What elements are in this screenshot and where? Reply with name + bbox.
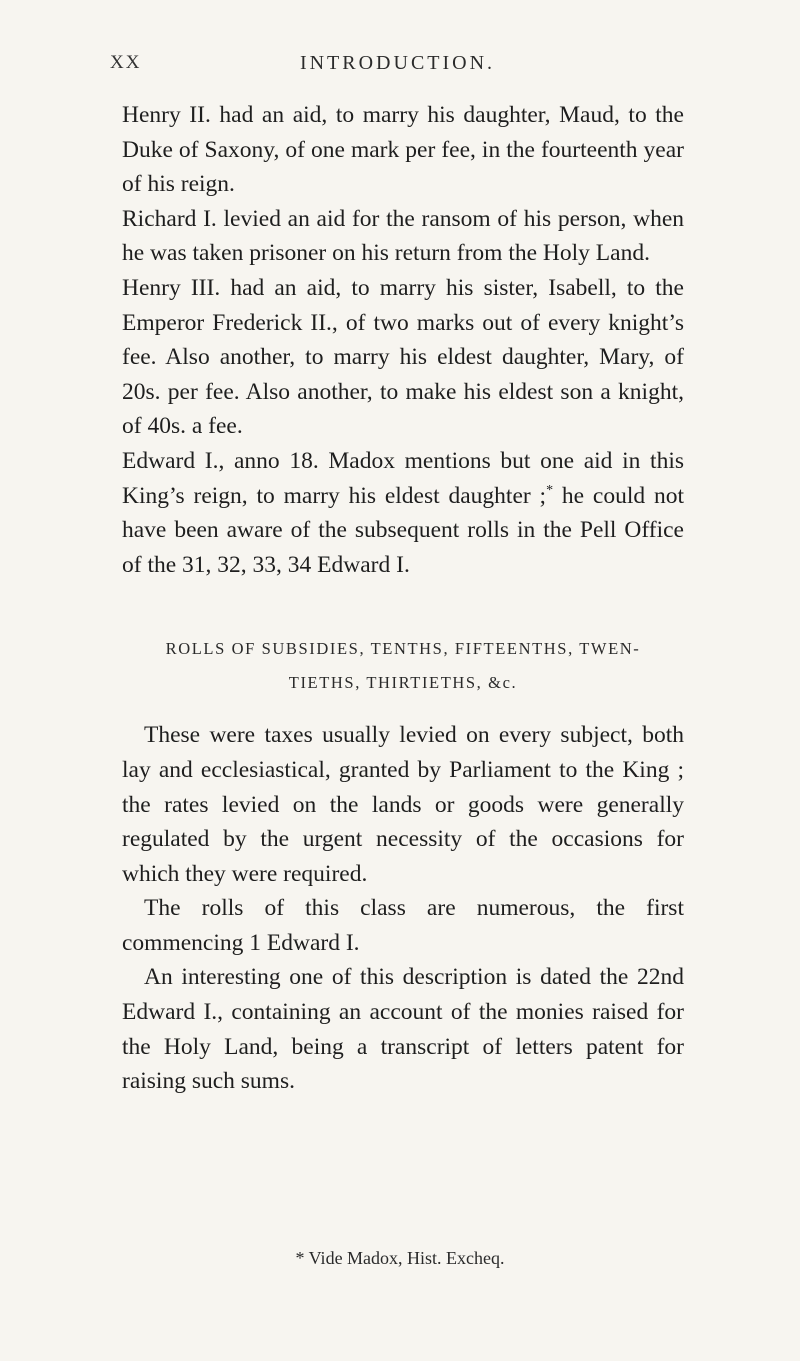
paragraph-22nd-edward: An interesting one of this description is dated the 22nd Edward I., containing an account of the monies raised for the Holy Land, being a transcript of letters patent for raising such sums. bbox=[122, 964, 684, 1095]
paragraph-henry-iii: Henry III. had an aid, to marry his sister, Isabell, to the Emperor Frederick II., of two marks out of every knight’s fee. Also another, to marry his eldest daughter, Mary, of 20s. per fee. Also another, to make his eldest son a knight, of 40s. a fee. bbox=[122, 274, 684, 440]
footnote-marker: * bbox=[546, 482, 554, 498]
paragraph-edward-i-continued: he could not have been aware of the subsequent rolls in the Pell Office of the 31, 32, 33, 34 Edward I. bbox=[122, 482, 684, 578]
section-heading bbox=[122, 632, 684, 700]
running-head: INTRODUCTION. bbox=[299, 52, 496, 74]
footnote: * Vide Madox, Hist. Excheq. bbox=[295, 1248, 505, 1268]
section-heading-line-2: TIETHS, THIRTIETHS, &c. bbox=[288, 673, 518, 693]
paragraph-richard-i: Richard I. levied an aid for the ransom of his person, when he was taken prisoner on his return from the Holy Land. bbox=[122, 205, 684, 267]
section-heading-line-1: ROLLS OF SUBSIDIES, TENTHS, FIFTEENTHS, TWEN- bbox=[165, 639, 641, 659]
paragraph-edward-i bbox=[122, 444, 684, 582]
paragraph-taxes: These were taxes usually levied on every subject, both lay and ecclesiastical, granted by Parliament to the King ; the rates levied on the lands or goods were generally regulated by the urgent necessity of the occasions for which they were required. bbox=[122, 722, 684, 887]
body-text bbox=[122, 98, 684, 1099]
paragraph-rolls: The rolls of this class are numerous, the first commencing 1 Edward I. bbox=[122, 895, 684, 956]
page-number: XX bbox=[110, 52, 142, 73]
page-header bbox=[110, 52, 685, 86]
paragraph-henry-ii: Henry II. had an aid, to marry his daughter, Maud, to the Duke of Saxony, of one mark per fee, in the fourteenth year of his reign. bbox=[122, 102, 684, 198]
paragraph-edward-i-text: Edward I., anno 18. Madox mentions but one aid in this King’s reign, to marry his eldest daughter ; bbox=[122, 447, 684, 509]
